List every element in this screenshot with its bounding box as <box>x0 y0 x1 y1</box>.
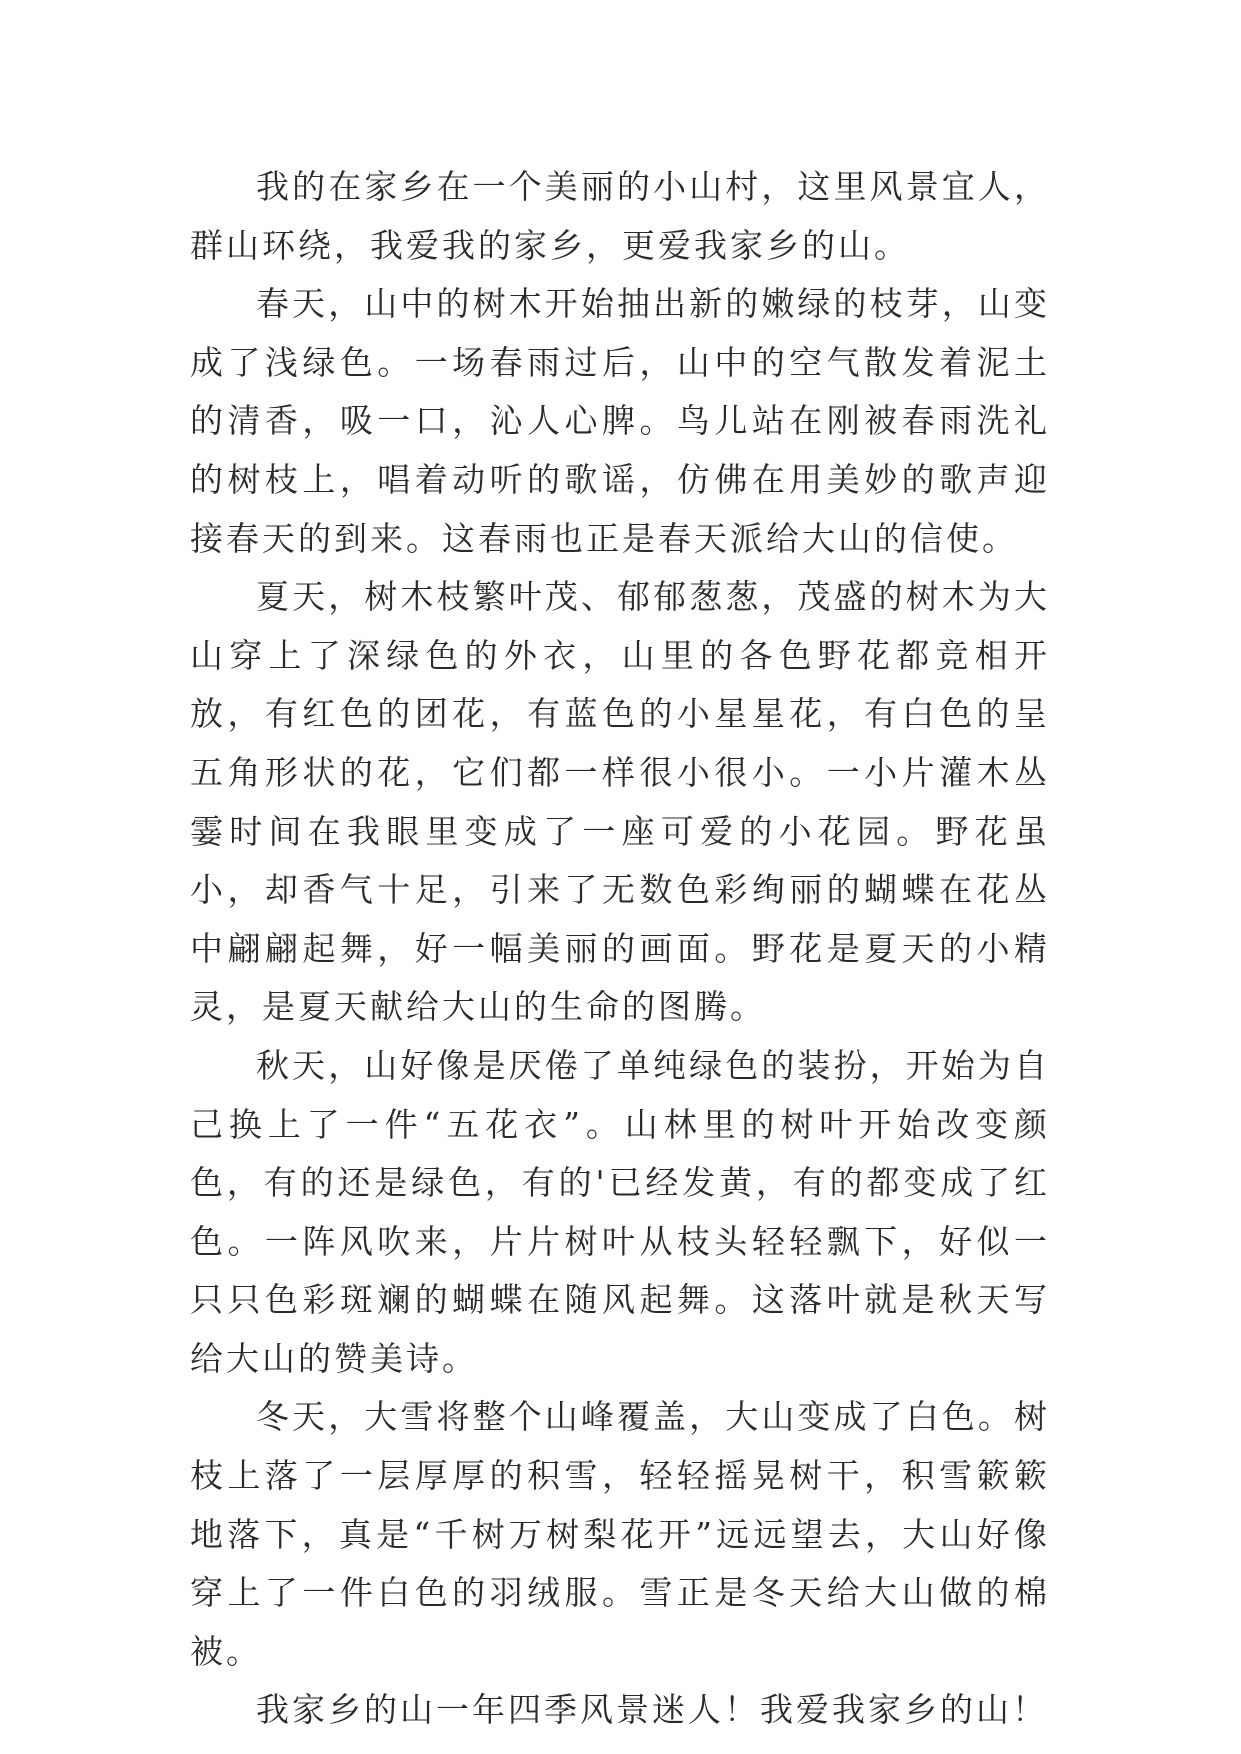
paragraph-winter: 冬天，大雪将整个山峰覆盖，大山变成了白色。树枝上落了一层厚厚的积雪，轻轻摇晃树干，积雪簌簌地落下，真是“千树万树梨花开”远远望去，大山好像穿上了一件白色的羽绒服。雪正是冬天给大山做的棉被。 <box>190 1397 1050 1671</box>
document-body <box>190 158 1050 1740</box>
paragraph-summer: 夏天，树木枝繁叶茂、郁郁葱葱，茂盛的树木为大山穿上了深绿色的外衣，山里的各色野花都竞相开放，有红色的团花，有蓝色的小星星花，有白色的呈五角形状的花，它们都一样很小很小。一小片灌木丛霎时间在我眼里变成了一座可爱的小花园。野花虽小，却香气十足，引来了无数色彩绚丽的蝴蝶在花丛中翩翩起舞，好一幅美丽的画面。野花是夏天的小精灵，是夏天献给大山的生命的图腾。 <box>190 577 1050 1027</box>
paragraph-spring: 春天，山中的树木开始抽出新的嫩绿的枝芽，山变成了浅绿色。一场春雨过后，山中的空气散发着泥土的清香，吸一口，沁人心脾。鸟儿站在刚被春雨洗礼的树枝上，唱着动听的歌谣，仿佛在用美妙的歌声迎接春天的到来。这春雨也正是春天派给大山的信使。 <box>190 284 1050 558</box>
paragraph-autumn: 秋天，山好像是厌倦了单纯绿色的装扮，开始为自己换上了一件“五花衣”。山林里的树叶开始改变颜色，有的还是绿色，有的'已经发黄，有的都变成了红色。一阵风吹来，片片树叶从枝头轻轻飘下，好似一只只色彩斑斓的蝴蝶在随风起舞。这落叶就是秋天写给大山的赞美诗。 <box>190 1045 1050 1378</box>
paragraph-intro: 我的在家乡在一个美丽的小山村，这里风景宜人，群山环绕，我爱我的家乡，更爱我家乡的山。 <box>190 167 1050 265</box>
paragraph-conclusion: 我家乡的山一年四季风景迷人！我爱我家乡的山！ <box>256 1690 1048 1730</box>
